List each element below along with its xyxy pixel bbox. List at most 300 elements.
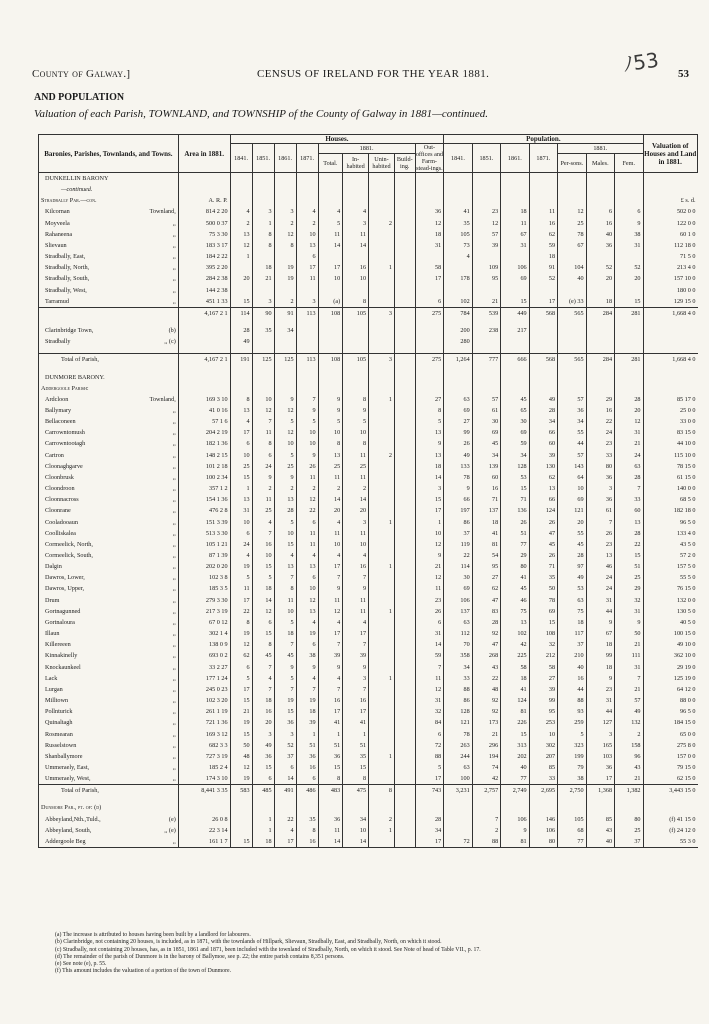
row-value: 23 bbox=[472, 206, 500, 217]
col-p1861: 1861. bbox=[501, 144, 529, 173]
row-value: 6 bbox=[296, 251, 318, 262]
row-value: 137 bbox=[444, 606, 472, 617]
row-value: 36 bbox=[415, 206, 444, 217]
row-value: 11 bbox=[296, 539, 318, 550]
row-value: 15 bbox=[230, 296, 252, 308]
row-type-tag: ,, (e) bbox=[164, 826, 176, 834]
row-value: 1 bbox=[369, 394, 395, 405]
row-value: 13 bbox=[274, 494, 296, 505]
row-area: 184 2 22 bbox=[178, 251, 230, 262]
row-type-tag: ,, bbox=[172, 663, 176, 671]
row-value: 18 bbox=[415, 461, 444, 472]
row-value bbox=[394, 717, 415, 728]
row-name-text: Bellaconeen bbox=[45, 418, 76, 426]
row-value: 49 bbox=[230, 336, 252, 347]
row-value: 114 bbox=[444, 561, 472, 572]
table-row bbox=[39, 528, 698, 539]
row-value: 1 bbox=[369, 561, 395, 572]
row-value: 31 bbox=[230, 505, 252, 516]
row-value: 17 bbox=[415, 505, 444, 516]
row-value: 23 bbox=[586, 438, 614, 449]
row-value: 31 bbox=[615, 240, 643, 251]
row-value: 33 bbox=[529, 773, 557, 785]
row-area: 75 3 30 bbox=[178, 229, 230, 240]
col-h1871: 1871. bbox=[296, 144, 318, 173]
row-value: 64 12 0 bbox=[643, 684, 698, 695]
row-value: 106 bbox=[501, 814, 529, 825]
row-value: 18 bbox=[586, 639, 614, 650]
row-value: 14 bbox=[318, 494, 343, 505]
row-value: 24 bbox=[252, 461, 274, 472]
row-value: 111 bbox=[615, 650, 643, 661]
footnote: (b) Clarinbridge, not containing 20 houses, is included, as in 1871, with the townlands of Hillpark, Slievaun, Stradbally, East, and Stradbally, North, on which it stood. bbox=[55, 939, 442, 946]
row-value: 99 bbox=[586, 650, 614, 661]
row-value bbox=[369, 505, 395, 516]
row-area: 185 2 4 bbox=[178, 762, 230, 773]
row-value: 280 bbox=[444, 336, 472, 347]
row-value: 63 bbox=[444, 394, 472, 405]
row-value: 13 bbox=[415, 450, 444, 461]
row-value: 58 bbox=[415, 262, 444, 273]
row-value: 358 bbox=[444, 650, 472, 661]
row-value: 53 bbox=[558, 583, 586, 594]
row-value: 41 bbox=[444, 206, 472, 217]
row-value: 17 bbox=[318, 628, 343, 639]
row-value: 15 bbox=[501, 483, 529, 494]
row-value: 37 bbox=[558, 639, 586, 650]
row-name bbox=[39, 285, 179, 296]
row-value bbox=[369, 550, 395, 561]
row-name bbox=[39, 184, 179, 195]
table-row bbox=[39, 825, 698, 836]
row-value: 26 bbox=[529, 550, 557, 561]
row-value: 6 bbox=[252, 617, 274, 628]
row-value: 5 bbox=[274, 416, 296, 427]
row-value: 1 bbox=[369, 825, 395, 836]
row-value: 9 bbox=[444, 483, 472, 494]
table-row bbox=[39, 650, 698, 661]
row-name bbox=[39, 517, 179, 528]
row-value: 55 bbox=[558, 528, 586, 539]
row-value: 275 bbox=[415, 307, 444, 319]
row-value: 130 5 0 bbox=[643, 606, 698, 617]
row-value: 55 5 0 bbox=[643, 572, 698, 583]
row-name bbox=[39, 251, 179, 262]
row-value: 52 bbox=[274, 740, 296, 751]
row-value: 53 bbox=[501, 472, 529, 483]
row-value: 3 bbox=[369, 354, 395, 366]
row-value bbox=[586, 336, 614, 347]
table-row bbox=[39, 802, 698, 813]
table-row bbox=[39, 706, 698, 717]
row-value bbox=[394, 695, 415, 706]
table-row bbox=[39, 814, 698, 825]
row-value: 68 bbox=[558, 825, 586, 836]
row-type-tag: ,, bbox=[172, 685, 176, 693]
row-value bbox=[394, 240, 415, 251]
row-value: 44 10 0 bbox=[643, 438, 698, 449]
row-value: 15 bbox=[274, 706, 296, 717]
row-value: 8 bbox=[252, 240, 274, 251]
row-value: 9 bbox=[415, 438, 444, 449]
row-value: 2 bbox=[369, 218, 395, 229]
row-name-text: Gortnagunned bbox=[45, 607, 81, 615]
row-name-text: Dunmore Par., pt. of: (d) bbox=[41, 804, 102, 812]
row-type-tag: (b) bbox=[168, 327, 176, 335]
row-type-tag: ,, bbox=[172, 286, 176, 294]
row-value: 7 bbox=[586, 517, 614, 528]
row-value: 24 bbox=[230, 539, 252, 550]
row-value: 30 bbox=[444, 572, 472, 583]
row-area: 693 0 2 bbox=[178, 650, 230, 661]
row-value: 6 bbox=[615, 206, 643, 217]
row-value: 60 bbox=[472, 472, 500, 483]
row-value: 6 bbox=[415, 296, 444, 308]
row-value bbox=[369, 427, 395, 438]
row-value: 75 bbox=[501, 606, 529, 617]
row-value bbox=[394, 416, 415, 427]
row-value: 13 bbox=[274, 561, 296, 572]
row-value bbox=[394, 773, 415, 785]
row-value: 21 bbox=[615, 438, 643, 449]
row-value: 3 bbox=[296, 296, 318, 308]
row-value: 78 bbox=[444, 472, 472, 483]
row-value: 2 bbox=[274, 296, 296, 308]
row-name bbox=[39, 416, 179, 427]
row-value bbox=[369, 472, 395, 483]
row-value: 281 bbox=[615, 307, 643, 319]
row-value bbox=[369, 528, 395, 539]
row-type-tag: ,, bbox=[172, 540, 176, 548]
row-value: 16 bbox=[472, 483, 500, 494]
row-value: 7 bbox=[274, 639, 296, 650]
row-value bbox=[472, 285, 500, 296]
row-type-tag: ,, bbox=[172, 507, 176, 515]
row-value: 31 bbox=[415, 628, 444, 639]
row-name bbox=[39, 539, 179, 550]
row-value bbox=[343, 325, 369, 336]
row-value: 44 bbox=[558, 438, 586, 449]
row-value: 5 bbox=[558, 729, 586, 740]
row-value: 69 bbox=[501, 427, 529, 438]
row-value: 86 bbox=[444, 517, 472, 528]
row-value bbox=[394, 438, 415, 449]
row-value bbox=[394, 336, 415, 347]
row-value: 8 bbox=[252, 438, 274, 449]
row-value: 105 bbox=[343, 307, 369, 319]
row-value: 58 bbox=[529, 662, 557, 673]
row-value: 4 bbox=[444, 251, 472, 262]
row-value: 45 bbox=[501, 583, 529, 594]
row-value: 136 bbox=[501, 505, 529, 516]
row-value: 108 bbox=[318, 307, 343, 319]
row-value: 10 bbox=[274, 606, 296, 617]
row-value bbox=[296, 325, 318, 336]
row-value: 20 bbox=[318, 505, 343, 516]
table-row bbox=[39, 184, 698, 195]
row-type-tag: ,, bbox=[172, 297, 176, 305]
row-value: 4 bbox=[343, 550, 369, 561]
row-value: 17 bbox=[529, 296, 557, 308]
row-value bbox=[369, 695, 395, 706]
row-value: 9 bbox=[586, 617, 614, 628]
row-value: 157 10 0 bbox=[643, 273, 698, 284]
row-value: 9 bbox=[252, 472, 274, 483]
row-value: 86 bbox=[444, 695, 472, 706]
row-value: 81 bbox=[501, 836, 529, 848]
row-name-text: Carrowntootagh bbox=[45, 440, 86, 448]
row-name bbox=[39, 583, 179, 594]
row-value: 16 bbox=[586, 218, 614, 229]
row-value bbox=[369, 539, 395, 550]
table-row bbox=[39, 517, 698, 528]
row-type-tag: ,, bbox=[172, 451, 176, 459]
row-value: 71 bbox=[472, 494, 500, 505]
row-value bbox=[444, 814, 472, 825]
table-row bbox=[39, 354, 698, 366]
row-value: 11 bbox=[343, 472, 369, 483]
row-value: 8 bbox=[343, 296, 369, 308]
row-value bbox=[444, 285, 472, 296]
row-value: 31 bbox=[501, 240, 529, 251]
row-value: 78 bbox=[529, 595, 557, 606]
row-value: 4 bbox=[318, 550, 343, 561]
col-p1851: 1851. bbox=[472, 144, 500, 173]
row-value: 45 bbox=[529, 539, 557, 550]
row-value: 3 bbox=[343, 673, 369, 684]
row-value: 43 bbox=[586, 825, 614, 836]
table-row bbox=[39, 240, 698, 251]
row-value bbox=[394, 628, 415, 639]
row-value: 81 bbox=[472, 539, 500, 550]
row-value: 19 bbox=[274, 695, 296, 706]
row-value: 77 bbox=[558, 836, 586, 848]
row-value: 11 bbox=[318, 472, 343, 483]
row-value: 13 bbox=[230, 494, 252, 505]
row-value: 95 bbox=[529, 706, 557, 717]
table-row bbox=[39, 561, 698, 572]
row-value: 10 bbox=[296, 229, 318, 240]
row-value: 109 bbox=[472, 262, 500, 273]
row-value: 3 bbox=[343, 517, 369, 528]
row-value: 12 bbox=[274, 405, 296, 416]
row-value: 4 bbox=[296, 673, 318, 684]
row-value: 16 bbox=[296, 762, 318, 773]
row-value: 93 bbox=[558, 706, 586, 717]
row-value: 99 bbox=[529, 695, 557, 706]
row-value: 2 bbox=[369, 450, 395, 461]
row-value: 20 bbox=[343, 505, 369, 516]
row-value: 19 bbox=[230, 717, 252, 728]
row-name bbox=[39, 229, 179, 240]
row-value: 71 5 0 bbox=[643, 251, 698, 262]
row-value: 31 bbox=[615, 606, 643, 617]
row-value: 103 bbox=[586, 751, 614, 762]
row-name-text: Stradbally, North, bbox=[45, 264, 90, 272]
row-value: 34 bbox=[558, 416, 586, 427]
row-value: 5 bbox=[274, 617, 296, 628]
row-value: 275 bbox=[415, 354, 444, 366]
row-value: 483 bbox=[318, 785, 343, 797]
row-name-text: Cloondroon bbox=[45, 485, 75, 493]
row-value: 61 15 0 bbox=[643, 472, 698, 483]
row-value: 4 bbox=[274, 825, 296, 836]
row-value: 69 bbox=[558, 494, 586, 505]
row-name-text: Ummeraely, East, bbox=[45, 763, 90, 771]
row-value: 8 bbox=[415, 405, 444, 416]
row-value: 18 bbox=[252, 695, 274, 706]
row-value: 238 bbox=[472, 325, 500, 336]
row-area: 500 0 37 bbox=[178, 218, 230, 229]
row-value: 3 bbox=[369, 307, 395, 319]
row-name bbox=[39, 729, 179, 740]
row-value: 1 bbox=[369, 673, 395, 684]
row-value: 85 bbox=[586, 814, 614, 825]
row-value: 34 bbox=[343, 814, 369, 825]
row-name-text: Ummeraely, West, bbox=[45, 775, 91, 783]
row-value: 63 bbox=[444, 617, 472, 628]
row-value: 70 bbox=[444, 639, 472, 650]
row-value: 41 bbox=[501, 572, 529, 583]
row-value: 6 bbox=[230, 528, 252, 539]
row-value: 486 bbox=[296, 785, 318, 797]
row-value: 2,749 bbox=[501, 785, 529, 797]
row-area: 161 1 7 bbox=[178, 836, 230, 848]
row-value: 15 bbox=[415, 494, 444, 505]
row-value: 10 bbox=[343, 539, 369, 550]
row-value: 10 bbox=[343, 825, 369, 836]
table-row bbox=[39, 606, 698, 617]
row-value: 44 bbox=[586, 606, 614, 617]
row-value: 296 bbox=[472, 740, 500, 751]
row-name-text: Stradbally, South, bbox=[45, 275, 90, 283]
table-row bbox=[39, 438, 698, 449]
row-value: 85 bbox=[529, 762, 557, 773]
row-value bbox=[369, 229, 395, 240]
table-row bbox=[39, 583, 698, 594]
row-value: 12 bbox=[274, 229, 296, 240]
footnote: (a) The increase is attributed to houses having been built by a landlord for labourers. bbox=[55, 932, 251, 938]
row-value: 1 bbox=[296, 729, 318, 740]
row-value: 88 0 0 bbox=[643, 695, 698, 706]
row-value: 9 bbox=[343, 583, 369, 594]
row-value: 75 bbox=[558, 606, 586, 617]
row-value: 52 bbox=[615, 262, 643, 273]
row-value: 3 bbox=[252, 206, 274, 217]
row-type-tag: ,, bbox=[172, 775, 176, 783]
row-value: 129 15 0 bbox=[643, 296, 698, 308]
row-value: 63 bbox=[444, 762, 472, 773]
row-value: 15 bbox=[529, 617, 557, 628]
table-row bbox=[39, 416, 698, 427]
row-value bbox=[415, 285, 444, 296]
row-area: 138 0 9 bbox=[178, 639, 230, 650]
row-value bbox=[369, 206, 395, 217]
row-value: 6 bbox=[415, 617, 444, 628]
row-value: 62 bbox=[529, 229, 557, 240]
row-value: 16 bbox=[252, 706, 274, 717]
row-name-text: Total of Parish, bbox=[61, 787, 99, 795]
table-row bbox=[39, 550, 698, 561]
row-value: 64 bbox=[558, 472, 586, 483]
row-type-tag: ,, bbox=[172, 429, 176, 437]
row-value: 5 bbox=[274, 673, 296, 684]
row-value bbox=[394, 740, 415, 751]
row-name-text: Stradbally, West, bbox=[45, 286, 87, 294]
row-area: A. R. P. bbox=[178, 195, 230, 206]
row-value: 55 3 0 bbox=[643, 836, 698, 848]
row-area: 8,441 3 35 bbox=[178, 785, 230, 797]
row-value bbox=[394, 206, 415, 217]
row-value: 11 bbox=[318, 528, 343, 539]
row-value: 253 bbox=[529, 717, 557, 728]
row-value: 117 bbox=[558, 628, 586, 639]
row-value: 244 bbox=[444, 751, 472, 762]
row-value: 128 bbox=[444, 706, 472, 717]
row-value bbox=[394, 561, 415, 572]
row-value bbox=[274, 251, 296, 262]
row-value bbox=[643, 325, 698, 336]
row-value bbox=[369, 325, 395, 336]
row-value: 11 bbox=[343, 229, 369, 240]
row-value: 226 bbox=[501, 717, 529, 728]
row-type-tag: ,, bbox=[172, 741, 176, 749]
row-area: 57 1 6 bbox=[178, 416, 230, 427]
row-name bbox=[39, 773, 179, 785]
row-area: 302 1 4 bbox=[178, 628, 230, 639]
row-name bbox=[39, 695, 179, 706]
row-value: 15 bbox=[252, 762, 274, 773]
row-value: 4 bbox=[230, 550, 252, 561]
table-row bbox=[39, 405, 698, 416]
row-value: 7 bbox=[615, 673, 643, 684]
row-value: 30 bbox=[472, 416, 500, 427]
row-value: 565 bbox=[558, 354, 586, 366]
row-value bbox=[369, 494, 395, 505]
row-value: 7 bbox=[252, 662, 274, 673]
row-value: 40 bbox=[558, 273, 586, 284]
row-value: 22 bbox=[586, 416, 614, 427]
row-value: 9 bbox=[415, 550, 444, 561]
row-value: 2 bbox=[296, 483, 318, 494]
row-value: 39 bbox=[529, 684, 557, 695]
row-value: 51 bbox=[318, 740, 343, 751]
row-value: 132 bbox=[615, 717, 643, 728]
row-value: 15 bbox=[615, 296, 643, 308]
row-value bbox=[394, 354, 415, 366]
row-value: 11 bbox=[343, 528, 369, 539]
row-value: 4 bbox=[252, 517, 274, 528]
table-row bbox=[39, 472, 698, 483]
row-value: 95 bbox=[472, 273, 500, 284]
row-value: 37 bbox=[444, 528, 472, 539]
row-name-text: Cormeelick, North, bbox=[45, 540, 93, 548]
row-value bbox=[394, 273, 415, 284]
table-row bbox=[39, 427, 698, 438]
row-value bbox=[369, 639, 395, 650]
row-value: 51 bbox=[343, 740, 369, 751]
row-value: 8 bbox=[274, 240, 296, 251]
row-area: 67 0 12 bbox=[178, 617, 230, 628]
row-value: 92 bbox=[472, 628, 500, 639]
row-value: 18 bbox=[252, 836, 274, 848]
row-value bbox=[318, 336, 343, 347]
row-type-tag: ,, bbox=[172, 418, 176, 426]
row-value: 114 bbox=[230, 307, 252, 319]
row-value: 6 bbox=[296, 639, 318, 650]
row-value: 7 bbox=[615, 483, 643, 494]
row-value: 80 bbox=[529, 836, 557, 848]
